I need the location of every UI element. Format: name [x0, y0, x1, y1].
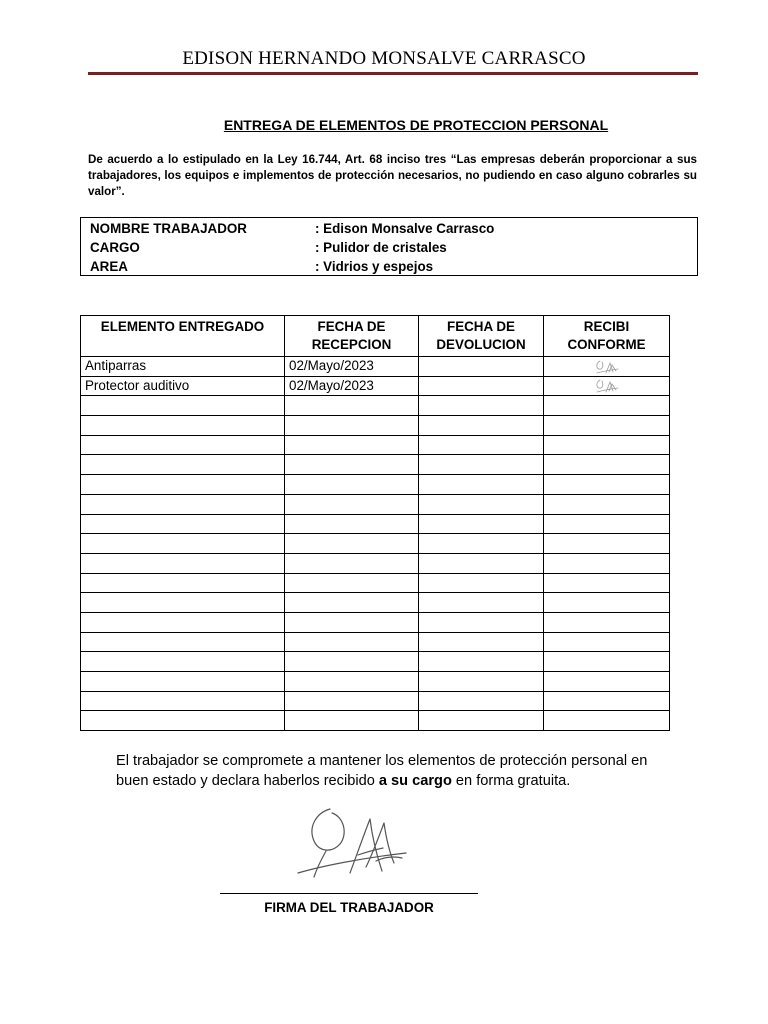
element-cell: [81, 672, 285, 692]
table-row: [81, 396, 670, 416]
table-row: [81, 494, 670, 514]
return-date-cell: [419, 632, 544, 652]
received-conforming-cell: [544, 691, 670, 711]
received-conforming-cell: [544, 416, 670, 436]
return-date-cell: [419, 416, 544, 436]
table-row: [81, 691, 670, 711]
mini-signature-icon: [594, 378, 620, 394]
table-row: [81, 475, 670, 495]
element-cell: [81, 691, 285, 711]
reception-date-cell: [285, 494, 419, 514]
return-date-cell: [419, 612, 544, 632]
return-date-cell: [419, 553, 544, 573]
received-conforming-cell: [544, 593, 670, 613]
table-row: [81, 632, 670, 652]
reception-date-cell: [285, 612, 419, 632]
return-date-cell: [419, 711, 544, 731]
table-row: [81, 376, 670, 396]
worker-role-label: CARGO: [90, 240, 140, 255]
commitment-text-end: en forma gratuita.: [451, 772, 571, 789]
element-cell: Antiparras: [81, 357, 285, 377]
return-date-cell: [419, 593, 544, 613]
commitment-text: [116, 752, 676, 791]
element-cell: [81, 455, 285, 475]
table-row: [81, 652, 670, 672]
received-conforming-cell: [544, 672, 670, 692]
return-date-cell: [419, 357, 544, 377]
worker-name-label: NOMBRE TRABAJADOR: [90, 221, 247, 236]
received-conforming-cell: [544, 475, 670, 495]
reception-date-cell: 02/Mayo/2023: [285, 376, 419, 396]
header-name: EDISON HERNANDO MONSALVE CARRASCO: [182, 48, 586, 69]
received-conforming-cell: [544, 357, 670, 377]
reception-date-cell: [285, 691, 419, 711]
worker-name-value: : Edison Monsalve Carrasco: [315, 221, 495, 236]
received-conforming-cell: [544, 553, 670, 573]
element-cell: [81, 553, 285, 573]
reception-date-cell: [285, 672, 419, 692]
reception-date-cell: [285, 632, 419, 652]
commitment-text-bold: a su cargo: [378, 772, 452, 789]
received-conforming-cell: [544, 396, 670, 416]
reception-date-cell: [285, 652, 419, 672]
mini-signature-icon: [594, 359, 620, 375]
reception-date-cell: [285, 475, 419, 495]
element-cell: [81, 435, 285, 455]
element-cell: Protector auditivo: [81, 376, 285, 396]
reception-date-cell: [285, 396, 419, 416]
received-conforming-cell: [544, 514, 670, 534]
legal-text: De acuerdo a lo estipulado en la Ley 16.744, Art. 68 inciso tres “Las empresas deberán proporcionar a sus trabajadores, los equipos e implementos de protección necesarios, no pudiendo en caso alguno cobrarles su valor”.: [88, 153, 697, 198]
received-conforming-cell: [544, 632, 670, 652]
element-cell: [81, 711, 285, 731]
received-conforming-cell: [544, 534, 670, 554]
worker-signature: [292, 803, 412, 888]
reception-date-cell: [285, 593, 419, 613]
header-element-delivered: ELEMENTO ENTREGADO: [81, 316, 285, 357]
table-row: [81, 711, 670, 731]
received-conforming-cell: [544, 455, 670, 475]
element-cell: [81, 396, 285, 416]
element-cell: [81, 494, 285, 514]
document-title: ENTREGA DE ELEMENTOS DE PROTECCION PERSONAL: [223, 117, 609, 133]
table-row: [81, 435, 670, 455]
worker-area-label: AREA: [90, 259, 128, 274]
table-row: [81, 357, 670, 377]
table-row: [81, 553, 670, 573]
worker-info-box: [80, 217, 698, 276]
reception-date-cell: [285, 534, 419, 554]
element-cell: [81, 652, 285, 672]
header-return-date: FECHA DE DEVOLUCION: [419, 316, 544, 357]
return-date-cell: [419, 534, 544, 554]
table-row: [81, 672, 670, 692]
reception-date-cell: [285, 455, 419, 475]
reception-date-cell: 02/Mayo/2023: [285, 357, 419, 377]
worker-area-value: : Vidrios y espejos: [315, 259, 434, 274]
table-row: [81, 612, 670, 632]
delivery-table: [80, 315, 670, 731]
reception-date-cell: [285, 711, 419, 731]
return-date-cell: [419, 455, 544, 475]
element-cell: [81, 573, 285, 593]
return-date-cell: [419, 396, 544, 416]
return-date-cell: [419, 475, 544, 495]
table-row: [81, 573, 670, 593]
reception-date-cell: [285, 416, 419, 436]
return-date-cell: [419, 494, 544, 514]
received-conforming-cell: [544, 573, 670, 593]
element-cell: [81, 514, 285, 534]
received-conforming-cell: [544, 652, 670, 672]
reception-date-cell: [285, 573, 419, 593]
element-cell: [81, 475, 285, 495]
worker-role-value: : Pulidor de cristales: [315, 240, 447, 255]
header-rule: [88, 72, 698, 75]
reception-date-cell: [285, 514, 419, 534]
handwritten-signature-icon: [292, 803, 412, 883]
header-received-conforming: RECIBI CONFORME: [544, 316, 670, 357]
element-cell: [81, 612, 285, 632]
return-date-cell: [419, 376, 544, 396]
return-date-cell: [419, 435, 544, 455]
received-conforming-cell: [544, 435, 670, 455]
element-cell: [81, 416, 285, 436]
return-date-cell: [419, 691, 544, 711]
return-date-cell: [419, 573, 544, 593]
signature-line: [220, 893, 478, 894]
received-conforming-cell: [544, 494, 670, 514]
received-conforming-cell: [544, 612, 670, 632]
received-conforming-cell: [544, 376, 670, 396]
table-header-row: [81, 316, 670, 357]
header-reception-date: FECHA DE RECEPCION: [285, 316, 419, 357]
received-conforming-cell: [544, 711, 670, 731]
commitment-text-start: El trabajador se compromete a mantener los elementos de protección personal en buen estado y declara haberlos recibido: [116, 753, 648, 789]
element-cell: [81, 593, 285, 613]
return-date-cell: [419, 514, 544, 534]
return-date-cell: [419, 652, 544, 672]
table-row: [81, 534, 670, 554]
reception-date-cell: [285, 435, 419, 455]
table-row: [81, 416, 670, 436]
table-row: [81, 514, 670, 534]
return-date-cell: [419, 672, 544, 692]
signature-label: FIRMA DEL TRABAJADOR: [264, 900, 434, 915]
table-body: [81, 357, 670, 731]
reception-date-cell: [285, 553, 419, 573]
element-cell: [81, 534, 285, 554]
element-cell: [81, 632, 285, 652]
table-row: [81, 455, 670, 475]
table-row: [81, 593, 670, 613]
